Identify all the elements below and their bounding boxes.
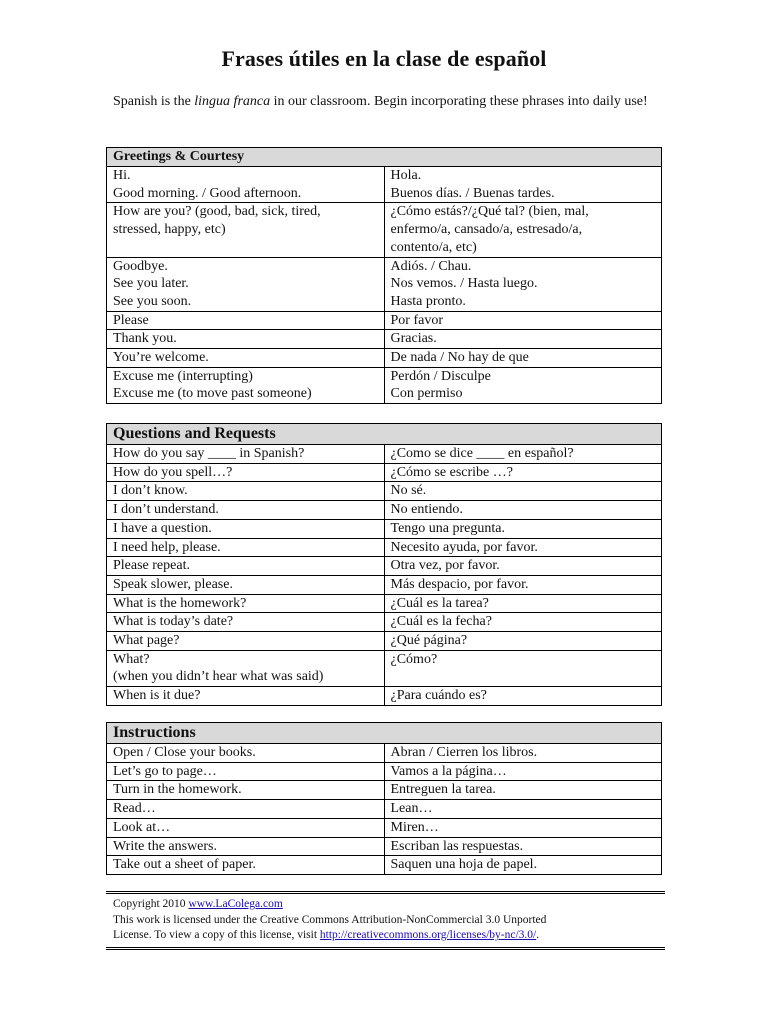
phrase-row [107, 781, 662, 800]
intro-text-after: in our classroom. Begin incorporating these phrases into daily use! [270, 94, 648, 109]
spanish-phrase: Tengo una pregunta. [384, 519, 662, 538]
phrase-row [107, 762, 662, 781]
phrase-row [107, 538, 662, 557]
english-phrase: What page? [107, 632, 385, 651]
phrase-row [107, 330, 662, 349]
phrase-row [107, 594, 662, 613]
phrase-row [107, 445, 662, 464]
english-phrase: Please [107, 311, 385, 330]
phrase-row [107, 837, 662, 856]
license-link[interactable]: http://creativecommons.org/licenses/by-nc/3.0/ [319, 929, 537, 941]
english-phrase: Read… [107, 800, 385, 819]
spanish-phrase: No sé. [384, 482, 662, 501]
english-phrase: How do you say ____ in Spanish? [107, 445, 385, 464]
phrase-row [107, 632, 662, 651]
english-phrase: Take out a sheet of paper. [107, 856, 385, 875]
english-phrase: Open / Close your books. [107, 744, 385, 763]
spanish-phrase: Necesito ayuda, por favor. [384, 538, 662, 557]
english-phrase: Look at… [107, 818, 385, 837]
phrase-row [107, 257, 662, 311]
phrase-row [107, 463, 662, 482]
english-phrase: Please repeat. [107, 557, 385, 576]
spanish-phrase: Otra vez, por favor. [384, 557, 662, 576]
english-phrase: You’re welcome. [107, 349, 385, 368]
phrase-row [107, 856, 662, 875]
english-phrase: Thank you. [107, 330, 385, 349]
license-view-text: License. To view a copy of this license, visit [113, 929, 320, 941]
english-phrase: Goodbye. See you later. See you soon. [107, 257, 385, 311]
spanish-phrase: ¿Cómo? [384, 650, 662, 686]
phrase-row [107, 482, 662, 501]
phrase-row [107, 575, 662, 594]
english-phrase: When is it due? [107, 687, 385, 706]
spanish-phrase: Saquen una hoja de papel. [384, 856, 662, 875]
section-heading: Instructions [107, 723, 662, 744]
english-phrase: What is the homework? [107, 594, 385, 613]
license-footer [106, 891, 665, 950]
spanish-phrase: Entreguen la tarea. [384, 781, 662, 800]
section-heading: Questions and Requests [107, 424, 662, 445]
english-phrase: I don’t know. [107, 482, 385, 501]
spanish-phrase: Vamos a la página… [384, 762, 662, 781]
phrase-row [107, 519, 662, 538]
intro-italic-term: lingua franca [194, 94, 271, 109]
phrase-row [107, 557, 662, 576]
english-phrase: I don’t understand. [107, 501, 385, 520]
english-phrase: Hi. Good morning. / Good afternoon. [107, 167, 385, 203]
spanish-phrase: ¿Cómo se escribe …? [384, 463, 662, 482]
english-phrase: Write the answers. [107, 837, 385, 856]
intro-paragraph [113, 93, 661, 111]
spanish-phrase: ¿Como se dice ____ en español? [384, 445, 662, 464]
spanish-phrase: ¿Cuál es la fecha? [384, 613, 662, 632]
spanish-phrase: Perdón / Disculpe Con permiso [384, 367, 662, 403]
spanish-phrase: Adiós. / Chau. Nos vemos. / Hasta luego. Hasta pronto. [384, 257, 662, 311]
english-phrase: How do you spell…? [107, 463, 385, 482]
english-phrase: Speak slower, please. [107, 575, 385, 594]
spanish-phrase: ¿Cuál es la tarea? [384, 594, 662, 613]
phrase-row [107, 800, 662, 819]
copyright-text: Copyright 2010 [113, 898, 189, 910]
section-heading: Greetings & Courtesy [107, 148, 662, 167]
phrase-row [107, 650, 662, 686]
spanish-phrase: ¿Para cuándo es? [384, 687, 662, 706]
english-phrase: I have a question. [107, 519, 385, 538]
phrase-row [107, 687, 662, 706]
phrase-row [107, 744, 662, 763]
english-phrase: What is today’s date? [107, 613, 385, 632]
spanish-phrase: Por favor [384, 311, 662, 330]
page-title: Frases útiles en la clase de español [221, 46, 547, 71]
license-line: This work is licensed under the Creative Commons Attribution-NonCommercial 3.0 Unported [113, 913, 547, 926]
spanish-phrase: Hola. Buenos días. / Buenas tardes. [384, 167, 662, 203]
phrase-row [107, 367, 662, 403]
phrase-row [107, 818, 662, 837]
questions-table [106, 423, 662, 706]
copyright-line [113, 897, 665, 913]
spanish-phrase: De nada / No hay de que [384, 349, 662, 368]
english-phrase: I need help, please. [107, 538, 385, 557]
english-phrase: Let’s go to page… [107, 762, 385, 781]
spanish-phrase: No entiendo. [384, 501, 662, 520]
instructions-table [106, 722, 662, 875]
phrase-row [107, 613, 662, 632]
phrase-row [107, 167, 662, 203]
english-phrase: Excuse me (interrupting) Excuse me (to move past someone) [107, 367, 385, 403]
spanish-phrase: Más despacio, por favor. [384, 575, 662, 594]
site-link[interactable]: www.LaColega.com [188, 898, 283, 910]
spanish-phrase: Escriban las respuestas. [384, 837, 662, 856]
spanish-phrase: Lean… [384, 800, 662, 819]
english-phrase: Turn in the homework. [107, 781, 385, 800]
phrase-row [107, 349, 662, 368]
greetings-table [106, 147, 662, 404]
spanish-phrase: ¿Cómo estás?/¿Qué tal? (bien, mal, enfermo/a, cansado/a, estresado/a, contento/a, etc) [384, 203, 662, 257]
phrase-row [107, 203, 662, 257]
license-view-line [113, 928, 665, 944]
spanish-phrase: Abran / Cierren los libros. [384, 744, 662, 763]
spanish-phrase: Gracias. [384, 330, 662, 349]
english-phrase: How are you? (good, bad, sick, tired, stressed, happy, etc) [107, 203, 385, 257]
phrase-row [107, 311, 662, 330]
spanish-phrase: ¿Qué página? [384, 632, 662, 651]
intro-text-before: Spanish is the [113, 94, 195, 109]
spanish-phrase: Miren… [384, 818, 662, 837]
license-end: . [536, 929, 540, 941]
english-phrase: What? (when you didn’t hear what was said) [107, 650, 385, 686]
phrase-row [107, 501, 662, 520]
